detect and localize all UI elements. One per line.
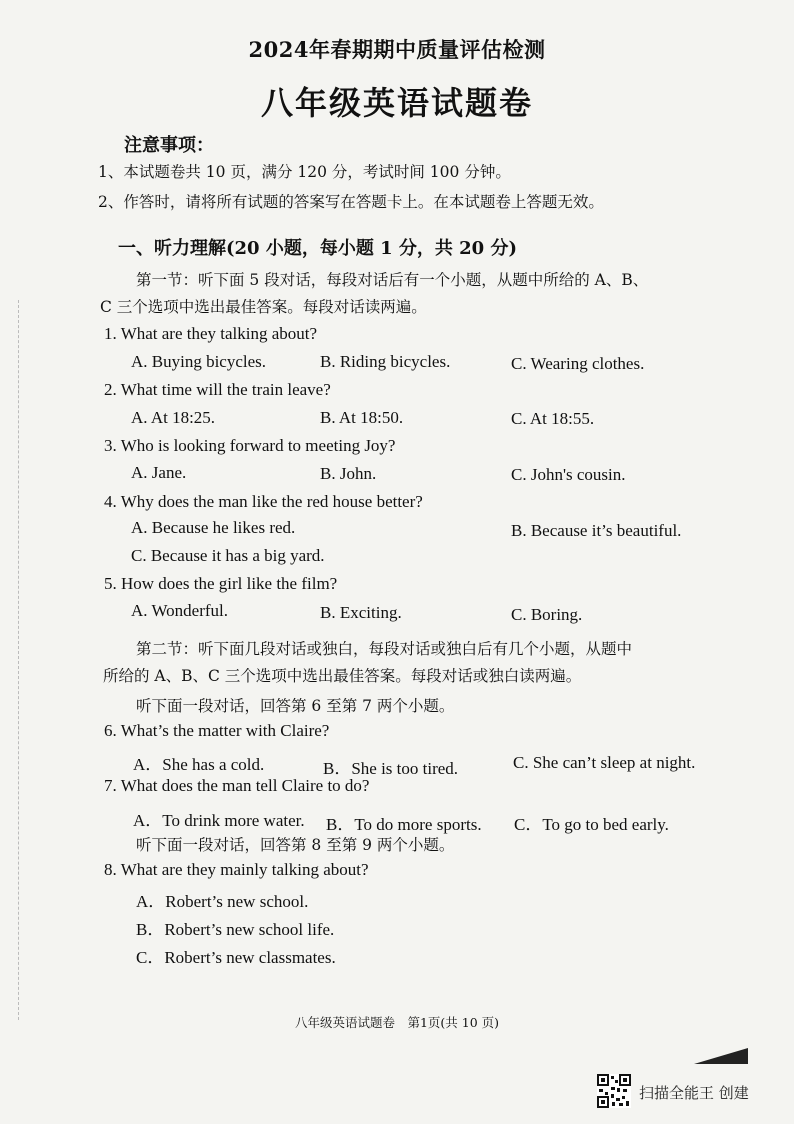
subsection-note: 听下面一段对话，回答第 8 至第 9 两个小题。	[136, 836, 455, 854]
part2-intro-cont: 所给的 A、B、C 三个选项中选出最佳答案。每段对话或独白读两遍。	[103, 667, 582, 685]
option-b: B. Riding bicycles.	[320, 352, 451, 371]
option-a: A．Robert’s new school.	[136, 892, 309, 911]
notice-heading: 注意事项：	[124, 135, 214, 156]
question: 4. Why does the man like the red house better?	[104, 492, 423, 511]
option-b: B. At 18:50.	[320, 408, 404, 427]
subsection-note: 听下面一段对话，回答第 6 至第 7 两个小题。	[136, 697, 455, 715]
corner-mark-icon	[694, 1044, 750, 1066]
question: 3. Who is looking forward to meeting Joy?	[104, 436, 396, 455]
question: 8. What are they mainly talking about?	[104, 860, 369, 879]
exam-title: 2024年春期期中质量评估检测	[248, 37, 546, 62]
notice-item: 1、本试题卷共 10 页，满分 120 分，考试时间 100 分钟。	[98, 163, 511, 181]
exam-subtitle: 八年级英语试题卷	[260, 84, 533, 122]
option-c: C. She can’t sleep at night.	[513, 753, 696, 772]
part1-intro: 第一节：听下面 5 段对话，每段对话后有一个小题，从题中所给的 A、B、	[136, 271, 649, 289]
qr-code-icon	[597, 1074, 631, 1108]
option-b: B. John.	[320, 464, 377, 483]
question: 2. What time will the train leave?	[104, 380, 331, 399]
option-c: C. At 18:55.	[511, 409, 595, 428]
page-footer: 八年级英语试题卷 第1页(共 10 页)	[294, 1015, 500, 1030]
part1-intro-cont: C 三个选项中选出最佳答案。每段对话读两遍。	[100, 298, 427, 316]
option-b: B．She is too tired.	[323, 759, 459, 778]
option-c: C. Because it has a big yard.	[131, 546, 325, 565]
option-a: A．To drink more water.	[133, 811, 305, 830]
option-a: A. Jane.	[131, 463, 187, 482]
notice-item: 2、作答时，请将所有试题的答案写在答题卡上。在本试题卷上答题无效。	[98, 193, 604, 211]
option-a: A. At 18:25.	[131, 408, 216, 427]
section-title: 一、听力理解(20 小题，每小题 1 分，共 20 分)	[118, 238, 517, 259]
option-c: C．To go to bed early.	[514, 815, 669, 834]
option-c: C. Wearing clothes.	[511, 354, 645, 373]
binding-line	[18, 300, 21, 1020]
option-a: A. Wonderful.	[131, 601, 228, 620]
question: 6. What’s the matter with Claire?	[104, 721, 330, 740]
option-a: A．She has a cold.	[133, 755, 265, 774]
question: 5. How does the girl like the film?	[104, 574, 338, 593]
option-c: C. John's cousin.	[511, 465, 626, 484]
option-b: B．To do more sports.	[326, 815, 482, 834]
option-b: B. Exciting.	[320, 603, 402, 622]
option-b: B．Robert’s new school life.	[136, 920, 335, 939]
option-c: C. Boring.	[511, 605, 583, 624]
question: 1. What are they talking about?	[104, 324, 318, 343]
question: 7. What does the man tell Claire to do?	[104, 776, 370, 795]
option-c: C．Robert’s new classmates.	[136, 948, 336, 967]
scanner-watermark: 扫描全能王 创建	[639, 1084, 749, 1102]
option-b: B. Because it’s beautiful.	[511, 521, 682, 540]
option-a: A. Because he likes red.	[131, 518, 296, 537]
part2-intro: 第二节：听下面几段对话或独白，每段对话或独白后有几个小题，从题中	[136, 640, 633, 658]
option-a: A. Buying bicycles.	[131, 352, 267, 371]
